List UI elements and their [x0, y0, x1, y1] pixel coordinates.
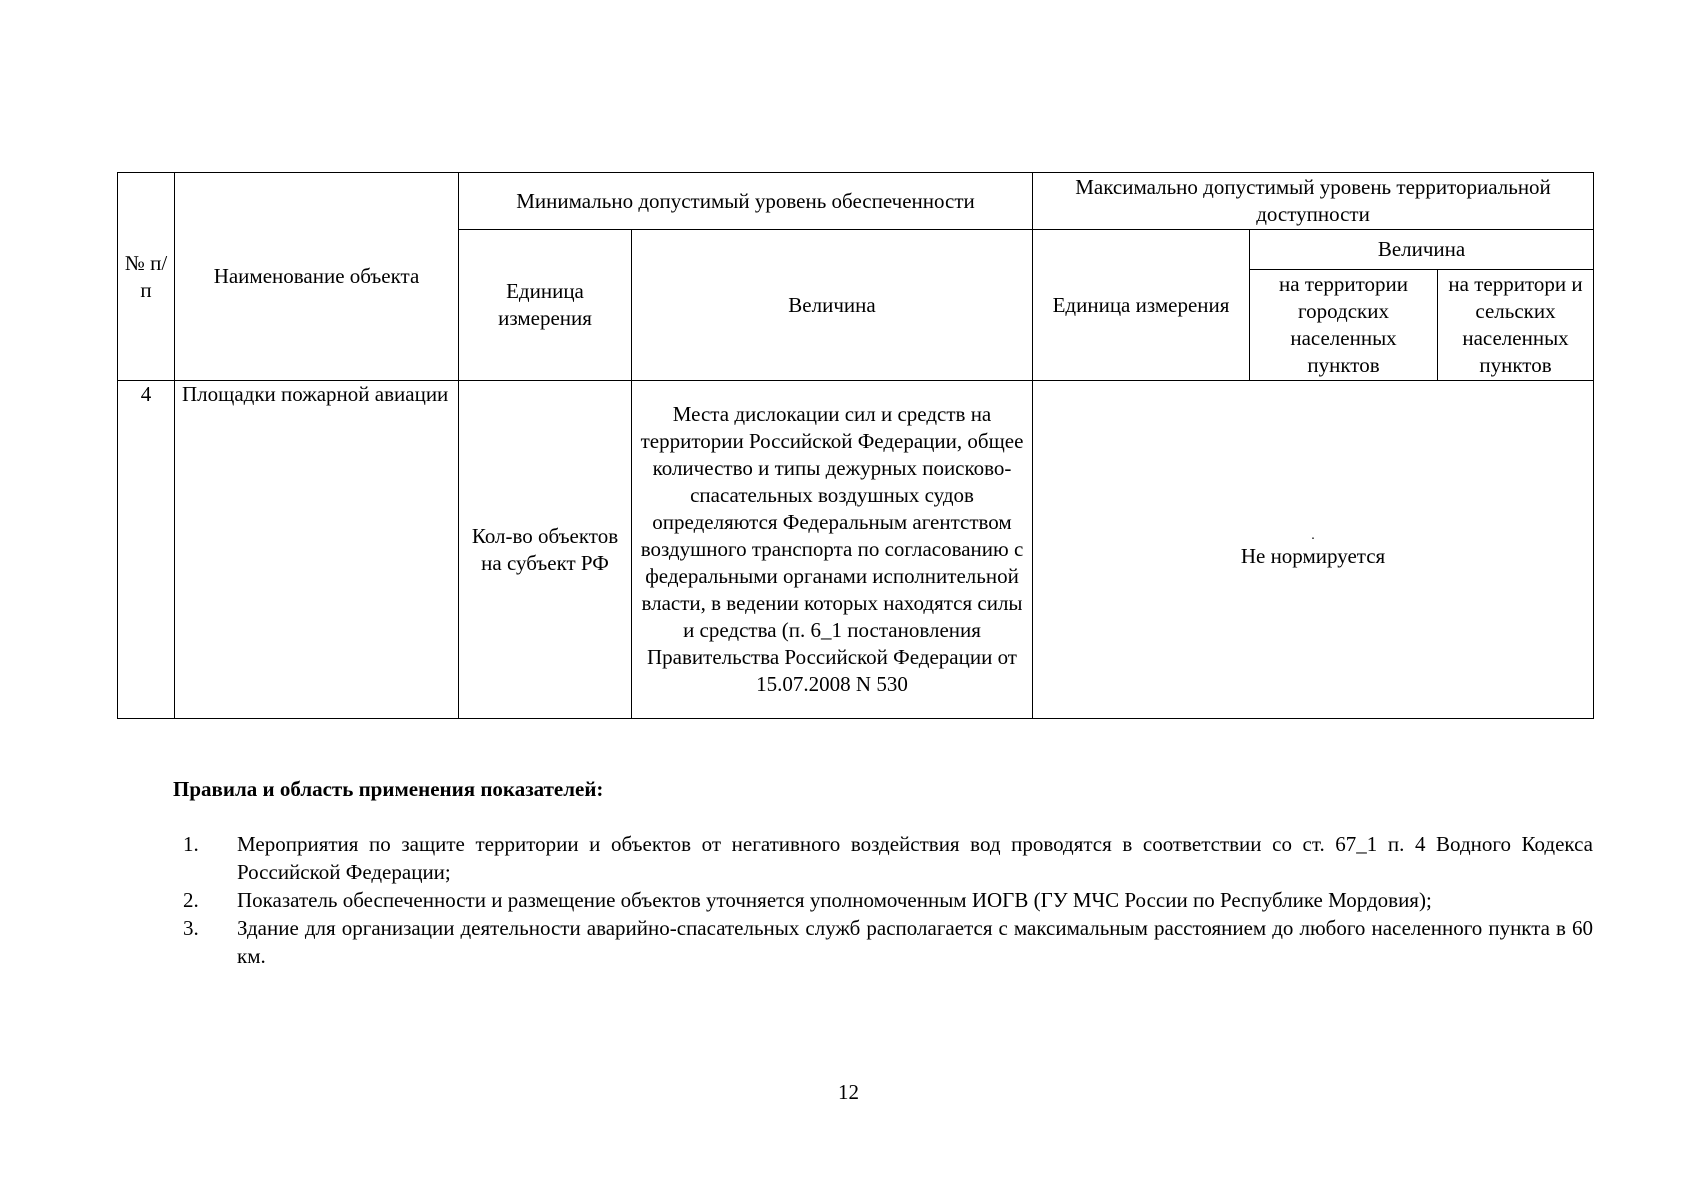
header-max-urban: на территории городских населенных пунктов	[1250, 270, 1438, 381]
row-max-value: Не нормируется	[1240, 544, 1386, 568]
row-min-unit: Кол-во объектов на субъект РФ	[459, 381, 632, 719]
header-num: № п/п	[118, 173, 175, 381]
row-object-name: Площадки пожарной авиации	[175, 381, 459, 719]
header-object-name: Наименование объекта	[175, 173, 459, 381]
list-item-text: Показатель обеспеченности и размещение объектов уточняется уполномоченным ИОГВ (ГУ МЧС России по Республике Мордовия);	[237, 888, 1432, 912]
list-item-number: 1.	[183, 832, 199, 856]
header-max-accessibility-group: Максимально допустимый уровень территориальной доступности	[1033, 173, 1594, 230]
header-max-rural: на территори и сельских населенных пунктов	[1438, 270, 1594, 381]
objects-table	[117, 172, 1594, 719]
list-item	[173, 830, 1593, 886]
rules-list	[173, 830, 1593, 970]
page-number: 12	[838, 1080, 859, 1104]
row-min-value: Места дислокации сил и средств на территории Российской Федерации, общее количество и типы дежурных поисково-спасательных воздушных судов определяются Федеральным агентством воздушного транспорта по согласованию с федеральными органами исполнительной власти, в ведении которых находятся силы и средства (п. 6_1 постановления Правительства Российской Федерации от 15.07.2008 N 530	[632, 381, 1033, 719]
row-max-value-cell	[1033, 381, 1594, 719]
rules-section	[173, 775, 1593, 970]
list-item-number: 3.	[183, 916, 199, 940]
list-item-text: Здание для организации деятельности аварийно-спасательных служб располагается с максимальным расстоянием до любого населенного пункта в 60 км.	[237, 916, 1593, 968]
table-header-row	[118, 173, 1594, 230]
row-num: 4	[118, 381, 175, 719]
list-item-number: 2.	[183, 888, 199, 912]
list-item	[173, 914, 1593, 970]
header-max-value: Величина	[1250, 230, 1594, 270]
header-min-unit: Единица измерения	[459, 230, 632, 381]
header-min-provision-group: Минимально допустимый уровень обеспеченности	[459, 173, 1033, 230]
header-min-value: Величина	[632, 230, 1033, 381]
list-item-text: Мероприятия по защите территории и объектов от негативного воздействия вод проводятся в соответствии со ст. 67_1 п. 4 Водного Кодекса Российской Федерации;	[237, 832, 1593, 884]
header-max-unit: Единица измерения	[1033, 230, 1250, 381]
list-item	[173, 886, 1593, 914]
rules-heading: Правила и область применения показателей:	[173, 777, 604, 801]
row-max-mark: .	[1311, 528, 1315, 543]
table-row	[118, 381, 1594, 719]
